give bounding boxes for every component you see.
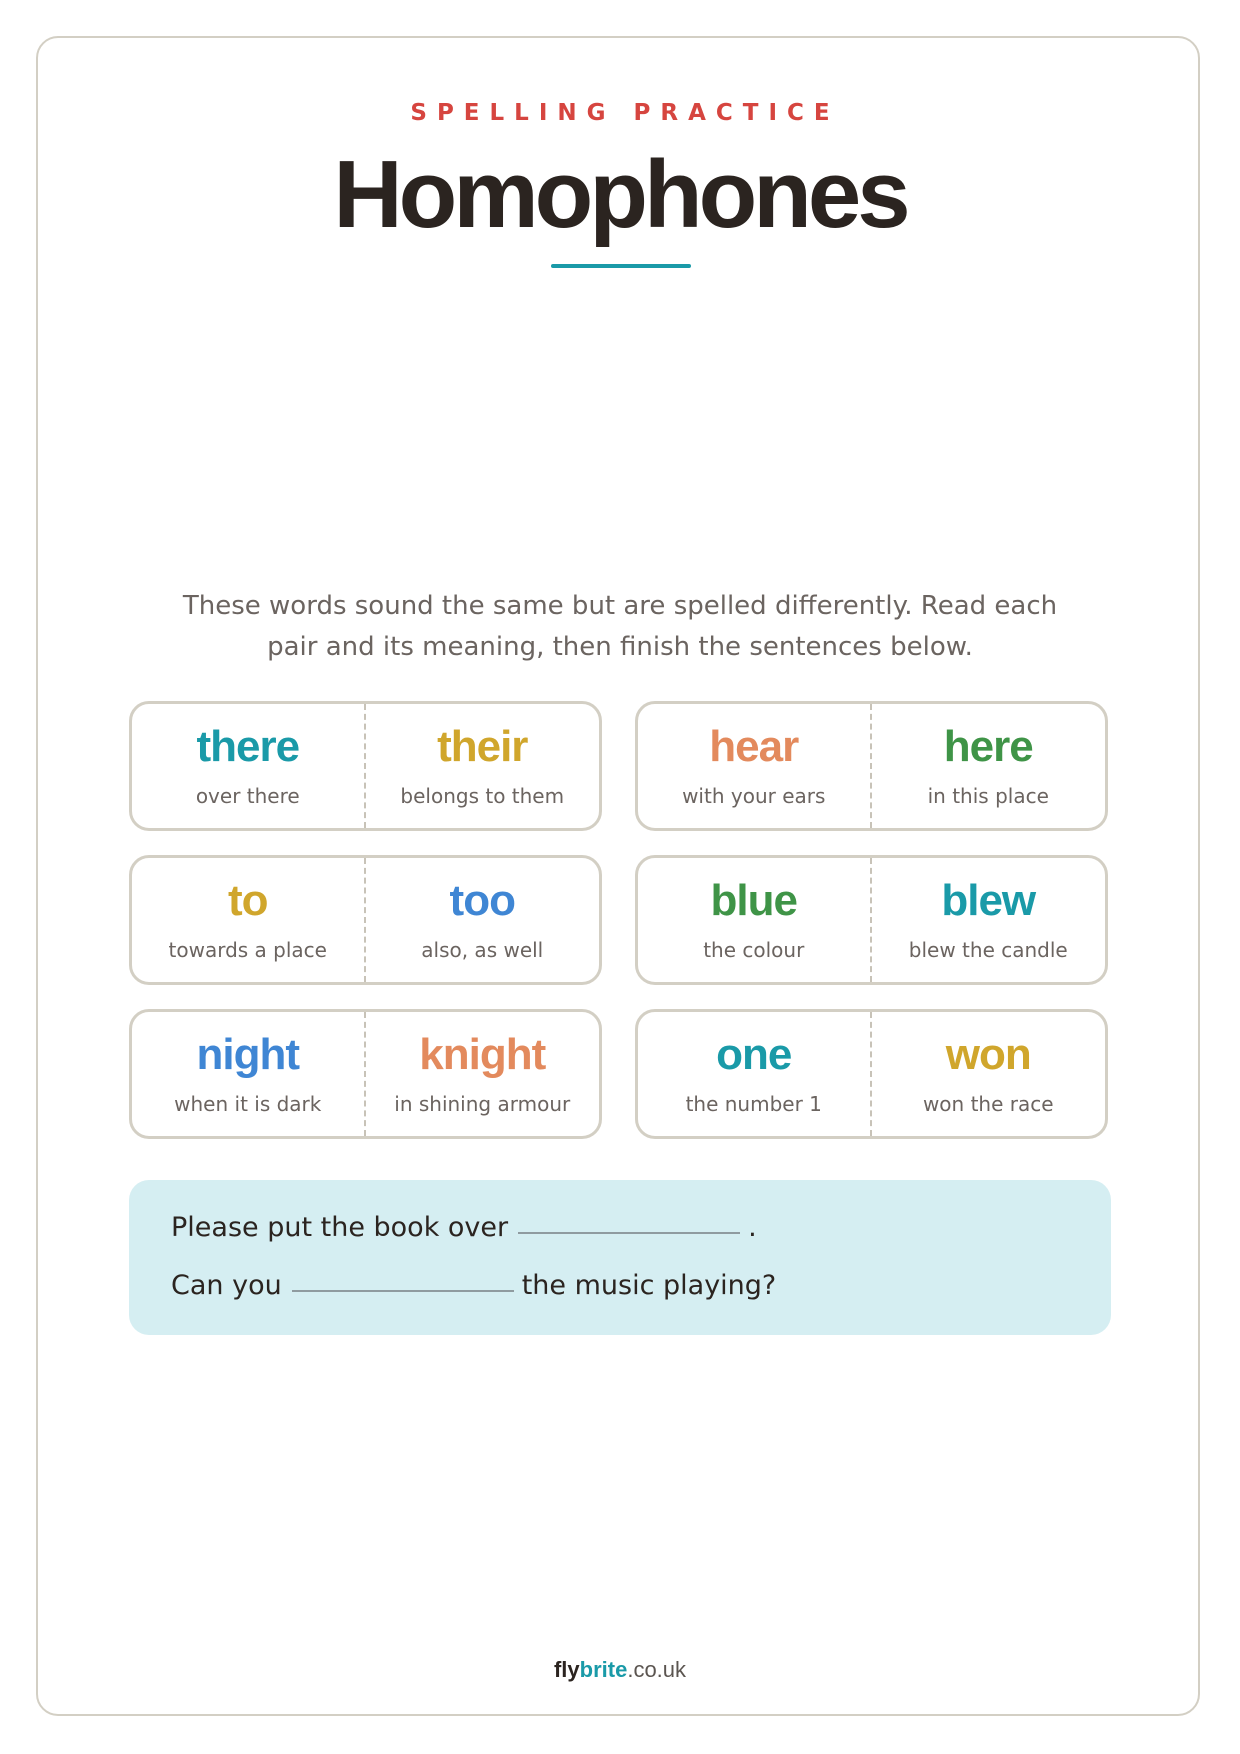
homophone-word: their <box>437 722 528 771</box>
homophone-word: blew <box>941 876 1036 925</box>
pair-card-5 <box>129 1009 602 1139</box>
homophone-meaning: blew the candle <box>908 938 1068 962</box>
homophone-word: night <box>196 1030 299 1079</box>
sentence-2-end: the music playing? <box>521 1270 777 1301</box>
homophone-meaning: in shining armour <box>394 1092 571 1116</box>
sentence-1-text: Please put the book over <box>171 1212 509 1243</box>
homophone-meaning: the number 1 <box>685 1092 822 1116</box>
pair-left <box>638 1012 872 1136</box>
pair-left <box>132 704 366 828</box>
homophone-word: to <box>227 876 268 925</box>
brand-domain: .co.uk <box>627 1657 687 1682</box>
homophone-word: knight <box>419 1030 546 1079</box>
homophone-meaning: over there <box>195 784 300 808</box>
pair-card-4 <box>635 855 1108 985</box>
homophone-meaning: when it is dark <box>174 1092 322 1116</box>
homophone-word: blue <box>710 876 797 925</box>
brand-brite: brite <box>579 1657 628 1682</box>
sentence-2 <box>171 1269 776 1303</box>
homophone-meaning: belongs to them <box>400 784 565 808</box>
pair-left <box>132 858 366 982</box>
title-underline <box>551 264 691 268</box>
pair-left <box>132 1012 366 1136</box>
pair-right <box>872 1012 1106 1136</box>
answer-blank-2[interactable] <box>292 1290 514 1292</box>
section-kicker: SPELLING PRACTICE <box>410 100 840 126</box>
pair-card-2 <box>635 701 1108 831</box>
intro-line-2: pair and its meaning, then finish the sentences below. <box>267 632 973 662</box>
sentence-1-end: . <box>748 1212 757 1243</box>
homophone-meaning: also, as well <box>421 938 544 962</box>
homophone-meaning: in this place <box>927 784 1049 808</box>
pair-right <box>872 704 1106 828</box>
homophone-word: there <box>196 722 300 771</box>
sentence-2-text: Can you <box>171 1270 282 1301</box>
homophone-meaning: won the race <box>922 1092 1054 1116</box>
brand-fly: fly <box>553 1657 580 1682</box>
pair-right <box>872 858 1106 982</box>
pair-card-6 <box>635 1009 1108 1139</box>
pair-right <box>366 704 600 828</box>
pair-card-1 <box>129 701 602 831</box>
pair-left <box>638 858 872 982</box>
homophone-word: one <box>716 1030 792 1079</box>
answer-blank-1[interactable] <box>518 1232 740 1234</box>
pair-right <box>366 1012 600 1136</box>
pair-left <box>638 704 872 828</box>
homophone-word: won <box>945 1030 1031 1079</box>
intro-text <box>120 586 1120 668</box>
homophone-meaning: towards a place <box>168 938 327 962</box>
sentence-1 <box>171 1211 757 1245</box>
intro-line-1: These words sound the same but are spelled differently. Read each <box>182 591 1058 621</box>
pair-card-3 <box>129 855 602 985</box>
exercise-box <box>129 1180 1111 1335</box>
homophone-word: hear <box>709 722 799 771</box>
homophone-meaning: the colour <box>703 938 805 962</box>
footer-brand <box>0 1656 1240 1684</box>
homophone-meaning: with your ears <box>682 784 826 808</box>
homophone-word: here <box>943 722 1033 771</box>
page-title: Homophones <box>333 141 907 248</box>
pair-right <box>366 858 600 982</box>
homophone-word: too <box>449 876 515 925</box>
